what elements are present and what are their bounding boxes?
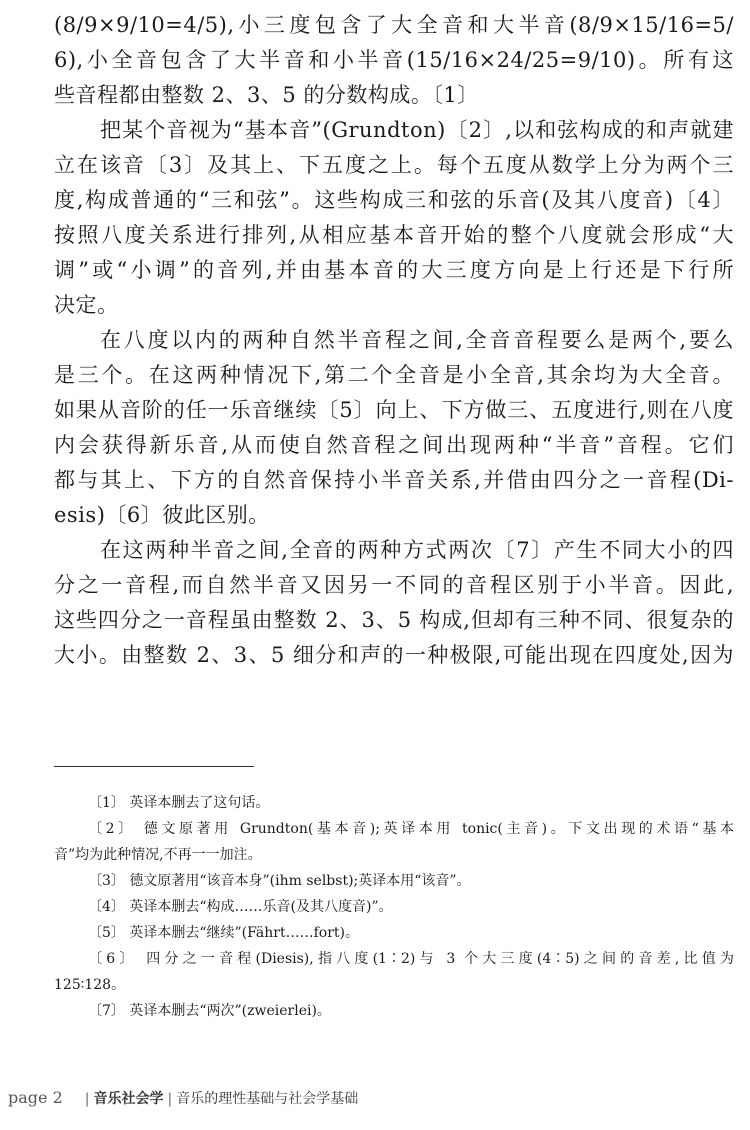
footer-separator: | bbox=[84, 1091, 90, 1107]
body-line: (8/9×9/10=4/5),小三度包含了大全音和大半音(8/9×15/16=5/ bbox=[54, 13, 734, 37]
body-line: 些音程都由整数 2、3、5 的分数构成。〔1〕 bbox=[54, 83, 479, 107]
body-line: 把某个音视为“基本音”(Grundton)〔2〕,以和弦构成的和声就建 bbox=[100, 118, 734, 142]
body-line: 是三个。在这两种情况下,第二个全音是小全音,其余均为大全音。 bbox=[54, 363, 734, 387]
body-line: 在八度以内的两种自然半音程之间,全音音程要么是两个,要么 bbox=[100, 328, 734, 352]
footnotes bbox=[54, 790, 734, 1024]
body-line: 按照八度关系进行排列,从相应基本音开始的整个八度就会形成“大 bbox=[54, 223, 734, 247]
footnote-line: 〔3〕 德文原著用“该音本身”(ihm selbst);英译本用“该音”。 bbox=[88, 873, 471, 889]
footer-separator: | bbox=[167, 1091, 173, 1107]
page-number: page 2 bbox=[8, 1088, 63, 1107]
body-line: 决定。 bbox=[54, 293, 119, 317]
body-line: 都与其上、下方的自然音保持小半音关系,并借由四分之一音程(Di- bbox=[54, 468, 734, 492]
footnote-line: 音”均为此种情况,不再一一加注。 bbox=[54, 847, 262, 863]
body-line: 度,构成普通的“三和弦”。这些构成三和弦的乐音(及其八度音)〔4〕 bbox=[54, 188, 734, 212]
footnote-line: 〔5〕 英译本删去“继续”(Fährt……fort)。 bbox=[88, 925, 359, 941]
body-text bbox=[54, 8, 734, 673]
body-line: 大小。由整数 2、3、5 细分和声的一种极限,可能出现在四度处,因为 bbox=[54, 643, 734, 667]
footnote-line: 〔6〕 四分之一音程(Diesis),指八度(1∶2)与 3 个大三度(4∶5)之间的音差,比值为 bbox=[88, 951, 734, 967]
page-footer bbox=[8, 1088, 358, 1108]
footnote-line: 〔4〕 英译本删去“构成……乐音(及其八度音)”。 bbox=[88, 899, 393, 915]
body-line: 这些四分之一音程虽由整数 2、3、5 构成,但却有三种不同、很复杂的 bbox=[54, 608, 734, 632]
body-line: 调”或“小调”的音列,并由基本音的大三度方向是上行还是下行所 bbox=[54, 258, 734, 282]
body-line: 如果从音阶的任一乐音继续〔5〕向上、下方做三、五度进行,则在八度 bbox=[54, 398, 734, 422]
footnote-line: 〔1〕 英译本删去了这句话。 bbox=[88, 795, 270, 811]
body-line: 在这两种半音之间,全音的两种方式两次〔7〕产生不同大小的四 bbox=[100, 538, 734, 562]
footnote-line: 125∶128。 bbox=[54, 977, 126, 993]
footnote-line: 〔2〕 德文原著用 Grundton(基本音);英译本用 tonic(主音)。下文出现的术语“基本 bbox=[88, 821, 734, 837]
body-line: 分之一音程,而自然半音又因另一不同的音程区别于小半音。因此, bbox=[54, 573, 734, 597]
book-title: 音乐社会学 bbox=[93, 1091, 164, 1107]
body-line: esis)〔6〕彼此区别。 bbox=[54, 503, 270, 527]
body-line: 内会获得新乐音,从而使自然音程之间出现两种“半音”音程。它们 bbox=[54, 433, 734, 457]
body-line: 6),小全音包含了大半音和小半音(15/16×24/25=9/10)。所有这 bbox=[54, 48, 734, 72]
book-subtitle: 音乐的理性基础与社会学基础 bbox=[176, 1091, 359, 1107]
footnote-line: 〔7〕 英译本删去“两次”(zweierlei)。 bbox=[88, 1003, 331, 1019]
body-line: 立在该音〔3〕及其上、下五度之上。每个五度从数学上分为两个三 bbox=[54, 153, 734, 177]
footnote-divider bbox=[54, 766, 254, 767]
